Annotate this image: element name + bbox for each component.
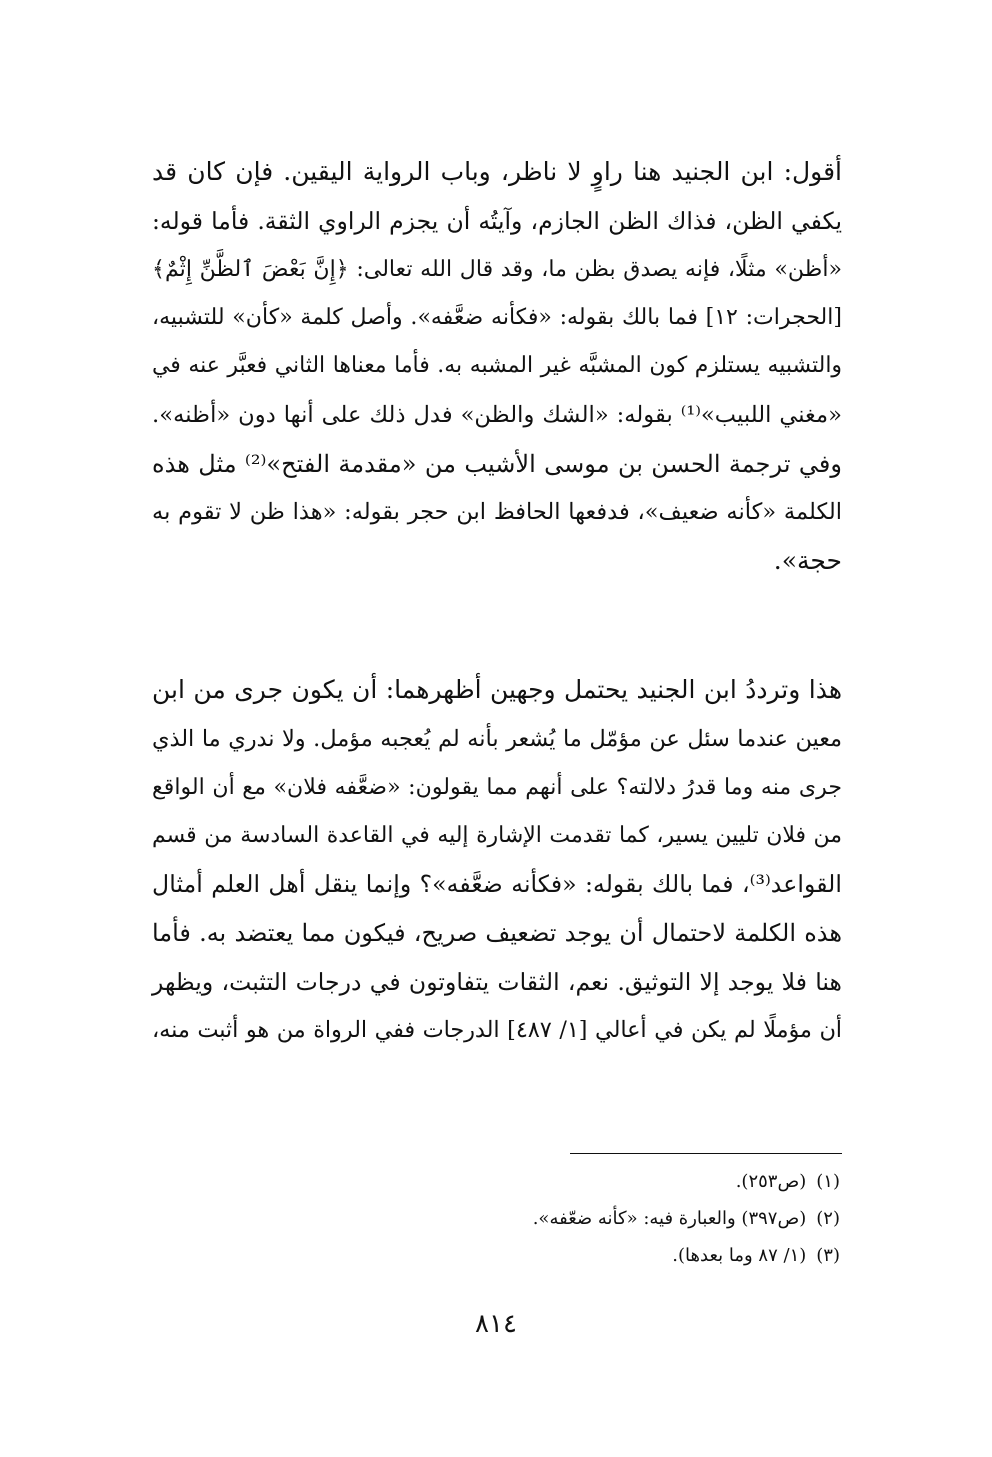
footnote-number: (٢) [816,1208,840,1229]
footnote-text: (ص٢٥٣). [735,1171,807,1192]
text-line: معين عندما سئل عن مؤمّل ما يُشعر بأنه لم يُعجبه مؤمل. ولا ندري ما الذي [152,725,842,752]
text-line: هذا وترددُ ابن الجنيد يحتمل وجهين أظهرهما: أن يكون جرى من ابن [152,675,842,704]
footnotes [533,1163,840,1274]
footnote-2 [533,1200,840,1237]
text-line: الكلمة «كأنه ضعيف»، فدفعها الحافظ ابن حجر بقوله: «هذا ظن لا تقوم به [152,499,842,526]
page-number: ٨١٤ [475,1309,517,1339]
footnote-separator [570,1153,842,1154]
footnote-number: (٣) [816,1245,840,1266]
footnote-text: (ص٣٩٧) والعبارة فيه: «كأنه ضعّفه». [532,1208,807,1229]
footnote-text: (١/ ٨٧ وما بعدها). [672,1245,807,1266]
text-line: يكفي الظن، فذاك الظن الجازم، وآيتُه أن يجزم الراوي الثقة. فأما قوله: [152,206,842,235]
text-line: أن مؤملًا لم يكن في أعالي [١/ ٤٨٧] الدرجات ففي الرواة من هو أثبت منه، [152,1017,842,1044]
text-line: حجة». [773,545,842,575]
text-line: جرى منه وما قدرُ دلالته؟ على أنهم مما يقولون: «ضعَّفه فلان» مع أن الواقع [152,774,842,801]
text-line: هنا فلا يوجد إلا التوثيق. نعم، الثقات يتفاوتون في درجات التثبت، ويظهر [152,967,842,996]
text-line: «أظن» مثلًا، فإنه يصدق بظن ما، وقد قال الله تعالى: ﴿إِنَّ بَعْضَ ٱلظَّنِّ إِثْمٌ﴾ [152,256,842,283]
text-line: من فلان تليين يسير، كما تقدمت الإشارة إليه في القاعدة السادسة من قسم [152,822,842,848]
text-line: القواعد⁽³⁾، فما بالك بقوله: «فكأنه ضعَّفه»؟ وإنما ينقل أهل العلم أمثال [152,870,842,899]
text-line: وفي ترجمة الحسن بن موسى الأشيب من «مقدمة الفتح»⁽²⁾ مثل هذه [152,449,842,478]
text-line: «مغني اللبيب»⁽¹⁾ بقوله: «الشك والظن» فدل ذلك على أنها دون «أظنه». [152,401,842,428]
footnote-1 [533,1163,840,1200]
footnote-number: (١) [816,1171,840,1192]
paragraph-1 [152,148,842,585]
text-line: والتشبيه يستلزم كون المشبَّه غير المشبه به. فأما معناها الثاني فعبَّر عنه في [152,353,842,379]
text-line: [الحجرات: ١٢] فما بالك بقوله: «فكأنه ضعَّفه». وأصل كلمة «كأن» للتشبيه، [152,304,843,330]
text-line: هذه الكلمة لاحتمال أن يوجد تضعيف صريح، فيكون مما يعتضد به. فأما [152,918,842,947]
paragraph-2 [152,666,842,1055]
text-line: أقول: ابن الجنيد هنا راوٍ لا ناظر، وباب الرواية اليقين. فإن كان قد [152,157,842,186]
footnote-3 [533,1237,840,1274]
